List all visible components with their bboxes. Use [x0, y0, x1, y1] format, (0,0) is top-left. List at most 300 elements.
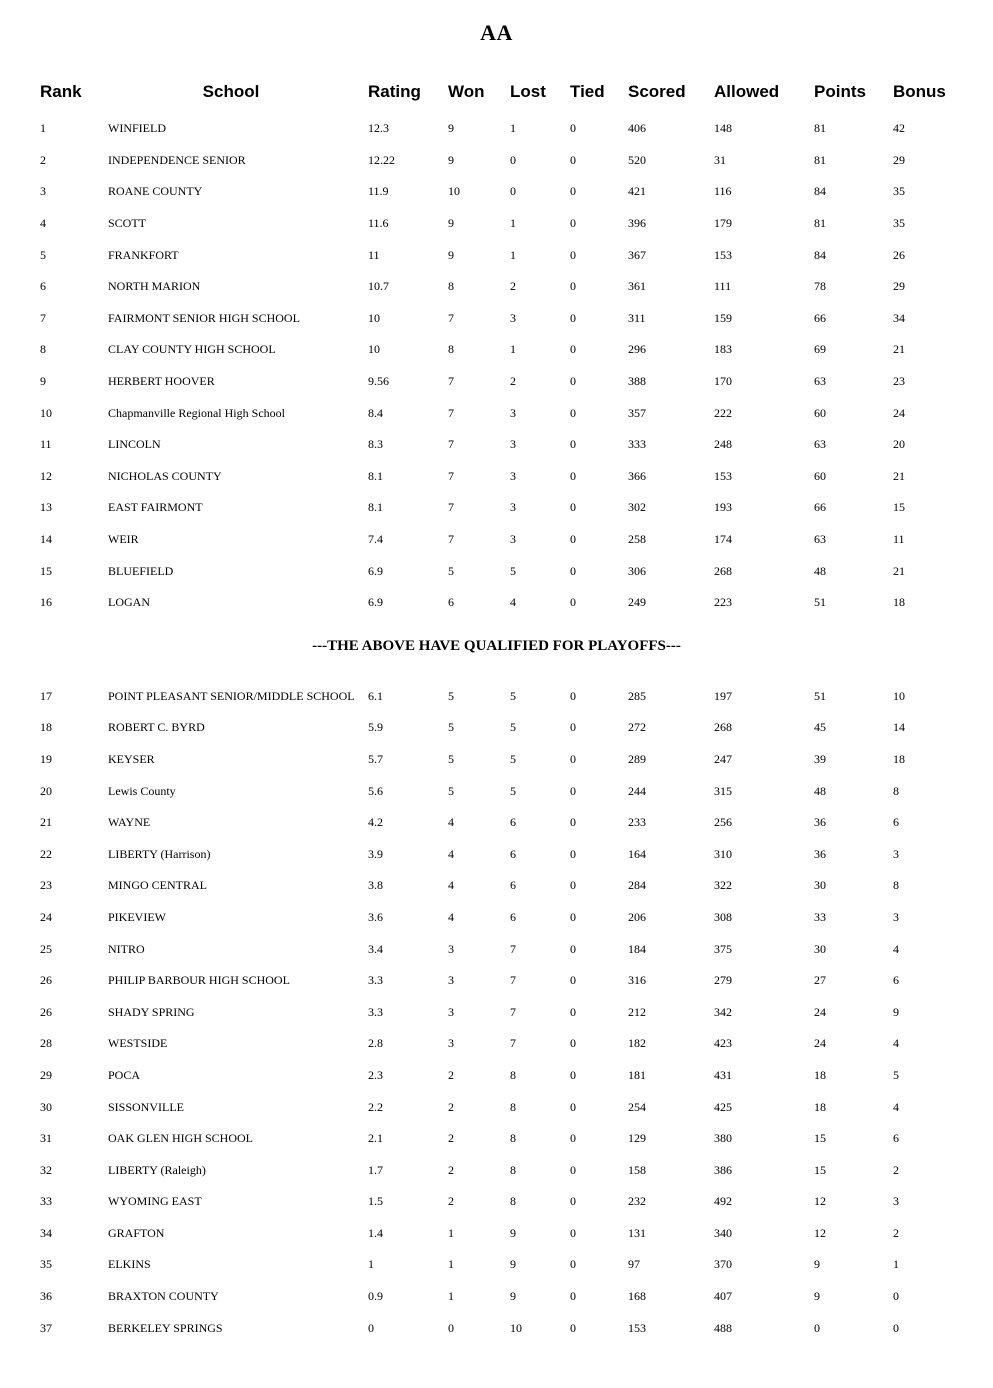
allowed-cell: 153 [714, 468, 732, 483]
won-cell: 2 [448, 1162, 454, 1177]
table-row [0, 145, 993, 177]
table-row [0, 208, 993, 240]
rating-cell: 2.2 [368, 1099, 383, 1114]
table-row [0, 524, 993, 556]
won-cell: 10 [448, 184, 460, 199]
rating-cell: 5.9 [368, 720, 383, 735]
points-cell: 24 [814, 1036, 826, 1051]
column-header-tied: Tied [570, 82, 605, 101]
lost-cell: 6 [510, 846, 516, 861]
lost-cell: 6 [510, 878, 516, 893]
lost-cell: 8 [510, 1099, 516, 1114]
lost-cell: 7 [510, 1036, 516, 1051]
bonus-cell: 18 [893, 595, 905, 610]
won-cell: 7 [448, 405, 454, 420]
rank-cell: 2 [40, 152, 46, 167]
won-cell: 3 [448, 941, 454, 956]
allowed-cell: 170 [714, 374, 732, 389]
bonus-cell: 3 [893, 846, 899, 861]
rank-cell: 11 [40, 437, 52, 452]
lost-cell: 5 [510, 563, 516, 578]
lost-cell: 0 [510, 152, 516, 167]
lost-cell: 8 [510, 1131, 516, 1146]
allowed-cell: 375 [714, 941, 732, 956]
rating-cell: 6.9 [368, 595, 383, 610]
points-cell: 39 [814, 751, 826, 766]
rank-cell: 25 [40, 941, 52, 956]
bonus-cell: 26 [893, 247, 905, 262]
rating-cell: 3.8 [368, 878, 383, 893]
tied-cell: 0 [570, 216, 576, 231]
allowed-cell: 407 [714, 1289, 732, 1304]
table-row [0, 902, 993, 934]
won-cell: 9 [448, 247, 454, 262]
bonus-cell: 3 [893, 909, 899, 924]
rank-cell: 19 [40, 751, 52, 766]
rank-cell: 23 [40, 878, 52, 893]
column-header-rating: Rating [368, 82, 421, 101]
school-cell: SISSONVILLE [108, 1099, 185, 1114]
allowed-cell: 279 [714, 973, 732, 988]
table-row [0, 838, 993, 870]
points-cell: 51 [814, 595, 826, 610]
lost-cell: 5 [510, 751, 516, 766]
allowed-cell: 488 [714, 1320, 732, 1335]
bonus-cell: 4 [893, 1036, 899, 1051]
scored-cell: 164 [628, 846, 646, 861]
scored-cell: 361 [628, 279, 646, 294]
school-cell: LOGAN [108, 595, 150, 610]
tied-cell: 0 [570, 1289, 576, 1304]
points-cell: 36 [814, 846, 826, 861]
allowed-cell: 183 [714, 342, 732, 357]
table-row [0, 239, 993, 271]
tied-cell: 0 [570, 720, 576, 735]
bonus-cell: 6 [893, 973, 899, 988]
allowed-cell: 268 [714, 563, 732, 578]
won-cell: 2 [448, 1131, 454, 1146]
school-cell: HERBERT HOOVER [108, 374, 215, 389]
tied-cell: 0 [570, 751, 576, 766]
tied-cell: 0 [570, 532, 576, 547]
bonus-cell: 5 [893, 1067, 899, 1082]
allowed-cell: 248 [714, 437, 732, 452]
won-cell: 3 [448, 1004, 454, 1019]
rating-cell: 12.3 [368, 121, 389, 136]
tied-cell: 0 [570, 152, 576, 167]
school-cell: INDEPENDENCE SENIOR [108, 152, 246, 167]
bonus-cell: 21 [893, 563, 905, 578]
rank-cell: 10 [40, 405, 52, 420]
allowed-cell: 247 [714, 751, 732, 766]
tied-cell: 0 [570, 846, 576, 861]
points-cell: 12 [814, 1194, 826, 1209]
rank-cell: 15 [40, 563, 52, 578]
lost-cell: 4 [510, 595, 516, 610]
table-row [0, 303, 993, 335]
bonus-cell: 2 [893, 1162, 899, 1177]
allowed-cell: 223 [714, 595, 732, 610]
table-row [0, 965, 993, 997]
allowed-cell: 342 [714, 1004, 732, 1019]
playoff-qualification-separator: ---THE ABOVE HAVE QUALIFIED FOR PLAYOFFS--- [312, 637, 681, 654]
scored-cell: 296 [628, 342, 646, 357]
school-cell: WEIR [108, 532, 139, 547]
tied-cell: 0 [570, 1257, 576, 1272]
lost-cell: 3 [510, 405, 516, 420]
lost-cell: 1 [510, 121, 516, 136]
allowed-cell: 256 [714, 815, 732, 830]
tied-cell: 0 [570, 563, 576, 578]
tied-cell: 0 [570, 783, 576, 798]
scored-cell: 129 [628, 1131, 646, 1146]
points-cell: 9 [814, 1257, 820, 1272]
school-cell: KEYSER [108, 751, 155, 766]
school-cell: WYOMING EAST [108, 1194, 202, 1209]
table-row [0, 1154, 993, 1186]
table-row [0, 1028, 993, 1060]
rating-cell: 0 [368, 1320, 374, 1335]
rank-cell: 29 [40, 1067, 52, 1082]
rating-cell: 12.22 [368, 152, 395, 167]
scored-cell: 212 [628, 1004, 646, 1019]
allowed-cell: 148 [714, 121, 732, 136]
tied-cell: 0 [570, 342, 576, 357]
school-cell: WINFIELD [108, 121, 166, 136]
rank-cell: 37 [40, 1320, 52, 1335]
table-row [0, 807, 993, 839]
won-cell: 5 [448, 751, 454, 766]
scored-cell: 357 [628, 405, 646, 420]
bonus-cell: 35 [893, 216, 905, 231]
won-cell: 3 [448, 1036, 454, 1051]
scored-cell: 366 [628, 468, 646, 483]
scored-cell: 258 [628, 532, 646, 547]
won-cell: 7 [448, 374, 454, 389]
points-cell: 15 [814, 1131, 826, 1146]
table-row [0, 681, 993, 713]
rating-cell: 11.9 [368, 184, 389, 199]
school-cell: Lewis County [108, 783, 176, 798]
allowed-cell: 153 [714, 247, 732, 262]
rank-cell: 5 [40, 247, 46, 262]
table-row [0, 366, 993, 398]
school-cell: BRAXTON COUNTY [108, 1289, 219, 1304]
allowed-cell: 193 [714, 500, 732, 515]
scored-cell: 158 [628, 1162, 646, 1177]
scored-cell: 232 [628, 1194, 646, 1209]
points-cell: 84 [814, 184, 826, 199]
rating-cell: 4.2 [368, 815, 383, 830]
scored-cell: 396 [628, 216, 646, 231]
tied-cell: 0 [570, 1131, 576, 1146]
lost-cell: 5 [510, 783, 516, 798]
won-cell: 8 [448, 279, 454, 294]
points-cell: 63 [814, 532, 826, 547]
lost-cell: 6 [510, 815, 516, 830]
column-header-bonus: Bonus [893, 82, 946, 101]
school-cell: ROANE COUNTY [108, 184, 203, 199]
tied-cell: 0 [570, 973, 576, 988]
rank-cell: 1 [40, 121, 46, 136]
table-header [0, 76, 993, 108]
tied-cell: 0 [570, 374, 576, 389]
won-cell: 2 [448, 1067, 454, 1082]
table-row [0, 271, 993, 303]
scored-cell: 289 [628, 751, 646, 766]
scored-cell: 182 [628, 1036, 646, 1051]
lost-cell: 7 [510, 941, 516, 956]
points-cell: 0 [814, 1320, 820, 1335]
lost-cell: 7 [510, 973, 516, 988]
rating-cell: 11 [368, 247, 380, 262]
bonus-cell: 6 [893, 1131, 899, 1146]
allowed-cell: 310 [714, 846, 732, 861]
bonus-cell: 0 [893, 1289, 899, 1304]
allowed-cell: 268 [714, 720, 732, 735]
rating-cell: 11.6 [368, 216, 389, 231]
table-row [0, 1249, 993, 1281]
school-cell: FRANKFORT [108, 247, 179, 262]
rank-cell: 22 [40, 846, 52, 861]
won-cell: 9 [448, 121, 454, 136]
rating-cell: 8.4 [368, 405, 383, 420]
school-cell: FAIRMONT SENIOR HIGH SCHOOL [108, 310, 300, 325]
school-cell: WAYNE [108, 815, 151, 830]
lost-cell: 7 [510, 1004, 516, 1019]
column-header-rank: Rank [40, 82, 82, 101]
tied-cell: 0 [570, 279, 576, 294]
allowed-cell: 222 [714, 405, 732, 420]
points-cell: 69 [814, 342, 826, 357]
table-row [0, 1312, 993, 1344]
rating-cell: 1.7 [368, 1162, 383, 1177]
won-cell: 4 [448, 846, 454, 861]
points-cell: 60 [814, 468, 826, 483]
school-cell: CLAY COUNTY HIGH SCHOOL [108, 342, 276, 357]
bonus-cell: 21 [893, 342, 905, 357]
lost-cell: 0 [510, 184, 516, 199]
school-cell: POINT PLEASANT SENIOR/MIDDLE SCHOOL [108, 688, 355, 703]
school-cell: GRAFTON [108, 1225, 165, 1240]
tied-cell: 0 [570, 468, 576, 483]
bonus-cell: 4 [893, 1099, 899, 1114]
points-cell: 36 [814, 815, 826, 830]
bonus-cell: 6 [893, 815, 899, 830]
school-cell: SHADY SPRING [108, 1004, 195, 1019]
rating-cell: 10 [368, 310, 380, 325]
points-cell: 78 [814, 279, 826, 294]
rank-cell: 8 [40, 342, 46, 357]
tied-cell: 0 [570, 247, 576, 262]
won-cell: 1 [448, 1289, 454, 1304]
scored-cell: 306 [628, 563, 646, 578]
tied-cell: 0 [570, 688, 576, 703]
bonus-cell: 11 [893, 532, 905, 547]
scored-cell: 153 [628, 1320, 646, 1335]
rank-cell: 3 [40, 184, 46, 199]
scored-cell: 333 [628, 437, 646, 452]
won-cell: 6 [448, 595, 454, 610]
school-cell: PIKEVIEW [108, 909, 166, 924]
rank-cell: 35 [40, 1257, 52, 1272]
bonus-cell: 42 [893, 121, 905, 136]
scored-cell: 168 [628, 1289, 646, 1304]
lost-cell: 10 [510, 1320, 522, 1335]
allowed-cell: 492 [714, 1194, 732, 1209]
lost-cell: 3 [510, 500, 516, 515]
bonus-cell: 29 [893, 152, 905, 167]
allowed-cell: 179 [714, 216, 732, 231]
rank-cell: 4 [40, 216, 46, 231]
bonus-cell: 35 [893, 184, 905, 199]
rank-cell: 30 [40, 1099, 52, 1114]
scored-cell: 285 [628, 688, 646, 703]
scored-cell: 181 [628, 1067, 646, 1082]
won-cell: 5 [448, 688, 454, 703]
lost-cell: 3 [510, 310, 516, 325]
bonus-cell: 0 [893, 1320, 899, 1335]
bonus-cell: 3 [893, 1194, 899, 1209]
rank-cell: 9 [40, 374, 46, 389]
school-cell: LINCOLN [108, 437, 161, 452]
column-header-school: School [202, 82, 260, 101]
bonus-cell: 34 [893, 310, 905, 325]
school-cell: WESTSIDE [108, 1036, 168, 1051]
rating-cell: 2.8 [368, 1036, 383, 1051]
lost-cell: 3 [510, 532, 516, 547]
lost-cell: 2 [510, 279, 516, 294]
bonus-cell: 18 [893, 751, 905, 766]
points-cell: 9 [814, 1289, 820, 1304]
won-cell: 9 [448, 152, 454, 167]
scored-cell: 206 [628, 909, 646, 924]
tied-cell: 0 [570, 1194, 576, 1209]
tied-cell: 0 [570, 500, 576, 515]
bonus-cell: 15 [893, 500, 905, 515]
won-cell: 5 [448, 563, 454, 578]
rating-cell: 7.4 [368, 532, 383, 547]
table-row [0, 775, 993, 807]
school-cell: LIBERTY (Raleigh) [108, 1162, 206, 1177]
school-cell: NITRO [108, 941, 145, 956]
rating-cell: 3.3 [368, 1004, 383, 1019]
rank-cell: 20 [40, 783, 52, 798]
won-cell: 4 [448, 878, 454, 893]
tied-cell: 0 [570, 184, 576, 199]
lost-cell: 9 [510, 1225, 516, 1240]
bonus-cell: 14 [893, 720, 905, 735]
lost-cell: 9 [510, 1289, 516, 1304]
bonus-cell: 23 [893, 374, 905, 389]
table-row [0, 1123, 993, 1155]
rating-cell: 9.56 [368, 374, 389, 389]
points-cell: 63 [814, 437, 826, 452]
school-cell: BERKELEY SPRINGS [108, 1320, 223, 1335]
school-cell: PHILIP BARBOUR HIGH SCHOOL [108, 973, 290, 988]
column-header-points: Points [814, 82, 866, 101]
tied-cell: 0 [570, 595, 576, 610]
rank-cell: 16 [40, 595, 52, 610]
points-cell: 51 [814, 688, 826, 703]
tied-cell: 0 [570, 1225, 576, 1240]
scored-cell: 131 [628, 1225, 646, 1240]
points-cell: 18 [814, 1099, 826, 1114]
table-row [0, 1281, 993, 1313]
school-cell: OAK GLEN HIGH SCHOOL [108, 1131, 253, 1146]
won-cell: 7 [448, 532, 454, 547]
rank-cell: 26 [40, 973, 52, 988]
lost-cell: 1 [510, 342, 516, 357]
won-cell: 7 [448, 437, 454, 452]
won-cell: 4 [448, 909, 454, 924]
rating-cell: 1.5 [368, 1194, 383, 1209]
rating-cell: 0.9 [368, 1289, 383, 1304]
won-cell: 7 [448, 500, 454, 515]
scored-cell: 97 [628, 1257, 640, 1272]
table-row [0, 492, 993, 524]
scored-cell: 249 [628, 595, 646, 610]
scored-cell: 284 [628, 878, 646, 893]
bonus-cell: 24 [893, 405, 905, 420]
tied-cell: 0 [570, 121, 576, 136]
bonus-cell: 21 [893, 468, 905, 483]
points-cell: 60 [814, 405, 826, 420]
won-cell: 8 [448, 342, 454, 357]
rank-cell: 13 [40, 500, 52, 515]
allowed-cell: 111 [714, 279, 732, 294]
school-cell: BLUEFIELD [108, 563, 174, 578]
lost-cell: 3 [510, 468, 516, 483]
rating-cell: 2.3 [368, 1067, 383, 1082]
points-cell: 81 [814, 216, 826, 231]
scored-cell: 520 [628, 152, 646, 167]
won-cell: 0 [448, 1320, 454, 1335]
scored-cell: 316 [628, 973, 646, 988]
scored-cell: 388 [628, 374, 646, 389]
points-cell: 48 [814, 563, 826, 578]
rating-cell: 2.1 [368, 1131, 383, 1146]
school-cell: SCOTT [108, 216, 147, 231]
lost-cell: 8 [510, 1194, 516, 1209]
column-header-won: Won [448, 82, 485, 101]
points-cell: 27 [814, 973, 826, 988]
won-cell: 1 [448, 1257, 454, 1272]
table-row [0, 1091, 993, 1123]
points-cell: 63 [814, 374, 826, 389]
rating-cell: 3.4 [368, 941, 383, 956]
table-row [0, 587, 993, 619]
rank-cell: 36 [40, 1289, 52, 1304]
bonus-cell: 1 [893, 1257, 899, 1272]
bonus-cell: 8 [893, 878, 899, 893]
won-cell: 5 [448, 720, 454, 735]
allowed-cell: 31 [714, 152, 726, 167]
rank-cell: 6 [40, 279, 46, 294]
page-title: AA [480, 20, 513, 45]
table-row [0, 712, 993, 744]
tied-cell: 0 [570, 909, 576, 924]
lost-cell: 1 [510, 247, 516, 262]
rank-cell: 14 [40, 532, 52, 547]
school-cell: EAST FAIRMONT [108, 500, 203, 515]
points-cell: 18 [814, 1067, 826, 1082]
rating-cell: 10 [368, 342, 380, 357]
allowed-cell: 308 [714, 909, 732, 924]
won-cell: 3 [448, 973, 454, 988]
won-cell: 7 [448, 468, 454, 483]
tied-cell: 0 [570, 878, 576, 893]
